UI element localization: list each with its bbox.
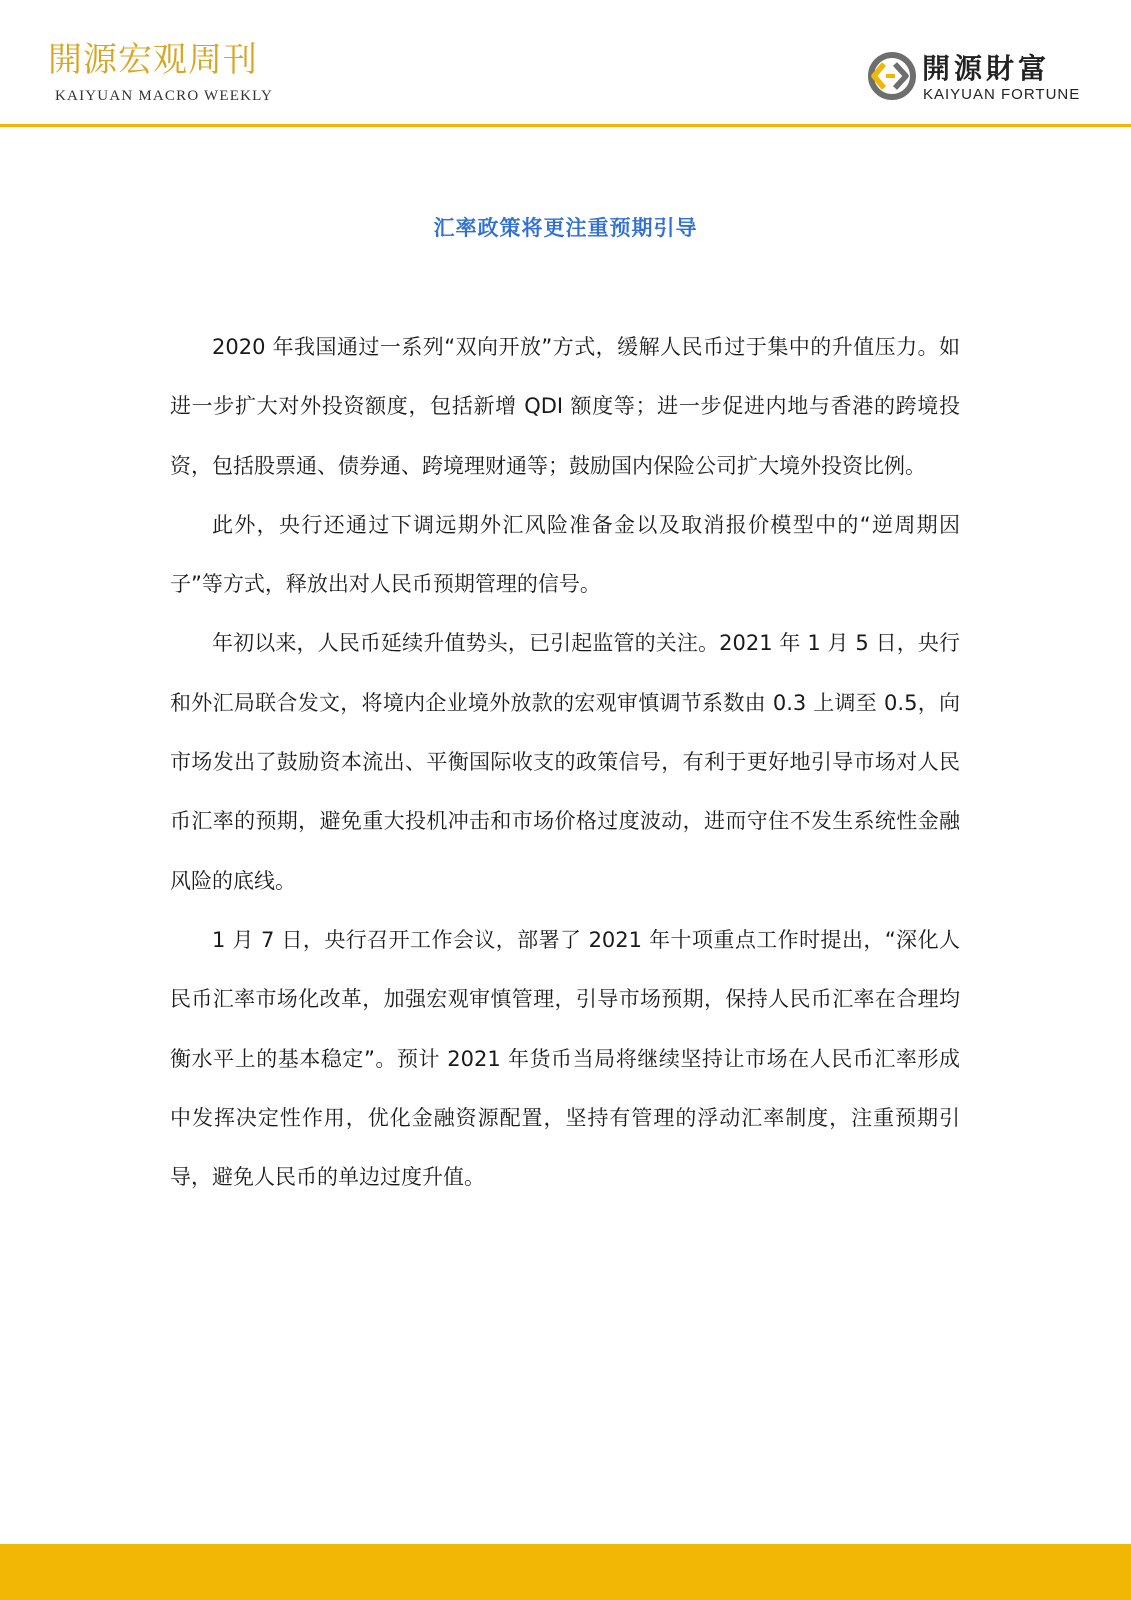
page-header — [0, 0, 1131, 128]
kaiyuan-logo-icon — [866, 50, 918, 102]
brand-logo — [866, 50, 1086, 110]
paragraph: 此外，央行还通过下调远期外汇风险准备金以及取消报价模型中的“逆周期因子”等方式，释放出对人民币预期管理的信号。 — [170, 512, 960, 597]
paragraph: 年初以来，人民币延续升值势头，已引起监管的关注。2021 年 1 月 5 日，央行和外汇局联合发文，将境内企业境外放款的宏观审慎调节系数由 0.3 上调至 0.5，向市场发出了鼓励资本流出、平衡国际收支的政策信号，有利于更好地引导市场对人民币汇率的预期，避免重大投机冲击和市场价格过度波动，进而守住不发生系统性金融风险的底线。 — [170, 631, 960, 893]
publication-title: 開源宏观周刊 — [48, 40, 258, 80]
article-body — [170, 318, 960, 1207]
brand-name-en: KAIYUAN FORTUNE — [923, 86, 1081, 103]
paragraph: 2020 年我国通过一系列“双向开放”方式，缓解人民币过于集中的升值压力。如进一步扩大对外投资额度，包括新增 QDI 额度等；进一步促进内地与香港的跨境投资，包括股票通、债券通、跨境理财通等；鼓励国内保险公司扩大境外投资比例。 — [170, 335, 960, 478]
header-divider — [0, 124, 1131, 127]
publication-subtitle: KAIYUAN MACRO WEEKLY — [55, 88, 274, 104]
brand-name-cn: 開源財富 — [922, 52, 1051, 85]
article-title: 汇率政策将更注重预期引导 — [433, 216, 698, 240]
footer-bar — [0, 1544, 1131, 1600]
paragraph: 1 月 7 日，央行召开工作会议，部署了 2021 年十项重点工作时提出，“深化人民币汇率市场化改革，加强宏观审慎管理，引导市场预期，保持人民币汇率在合理均衡水平上的基本稳定”。预计 2021 年货币当局将继续坚持让市场在人民币汇率形成中发挥决定性作用，优化金融资源配置，坚持有管理的浮动汇率制度，注重预期引导，避免人民币的单边过度升值。 — [170, 927, 960, 1190]
